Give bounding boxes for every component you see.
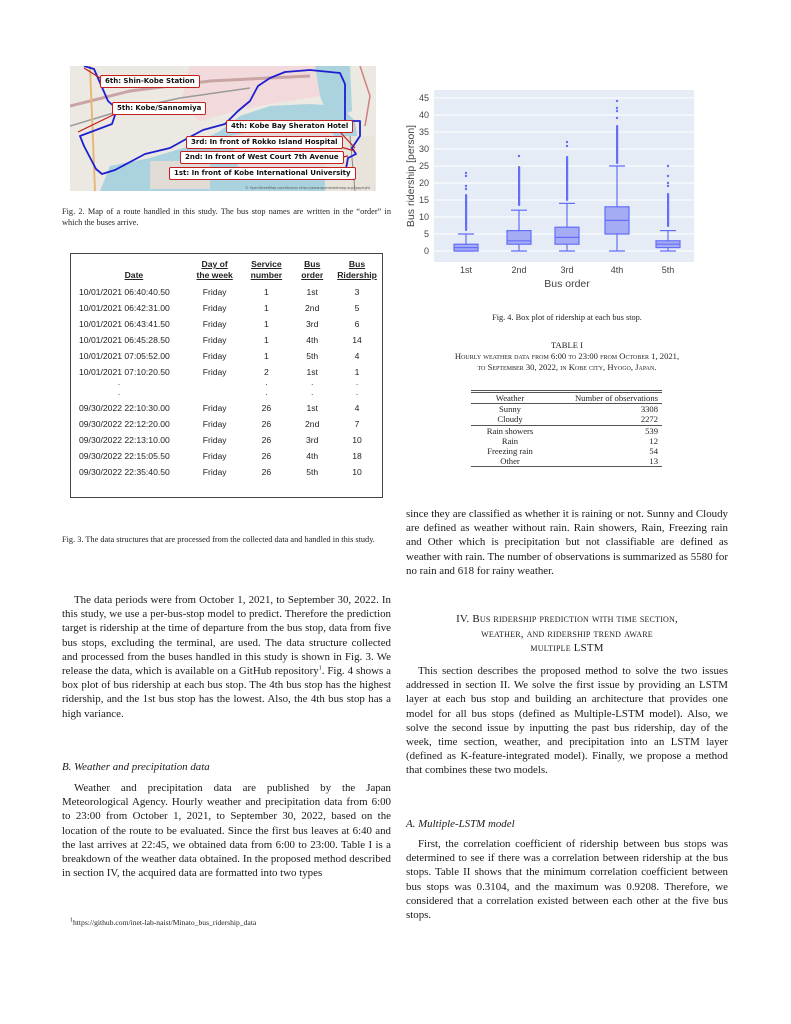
svg-text:3rd: 3rd [560, 265, 574, 275]
table1-title [406, 340, 728, 373]
y-tick-labels [419, 93, 429, 256]
col-header-date: Date [124, 270, 144, 280]
body-paragraph-section-iv: This section describes the proposed method to solve the two issues addressed in section II. We solve the first issue by providing an LSTM layer at each bus stop and building an architecture that provides one model for all bus stops (defined as Multiple-LSTM model). Also, we solve the second issue by inputting the past bus ridership, day of the week, time section, weather, and precipitation into an LSTM layer (defined as K-feature-integrated model). Finally, we propose a method that combines these two models. [406, 665, 728, 777]
svg-text:25: 25 [418, 161, 429, 171]
table-row: 09/30/2022 22:13:10.00 Friday 26 3rd 10 [79, 435, 362, 445]
svg-text:5: 5 [423, 229, 429, 239]
svg-text:40: 40 [418, 110, 429, 120]
x-tick-labels [460, 265, 674, 275]
subsection-heading-b: B. Weather and precipitation data [62, 761, 210, 773]
svg-text:20: 20 [418, 178, 429, 188]
svg-text:45: 45 [418, 93, 429, 103]
body-paragraph-weather: Weather and precipitation data are published by the Japan Meteorological Agency. Hourly weather and precipitation data from 6:00 to 23:00 from October 1, 2021, to September 30, 2022, based on the location of the route to be evaluated. Since the first bus leaves at 6:40 and the last arrives at 22:45, we obtained data from 6:00 to 23:00. Table I is a breakdown of the weather data obtained. In the proposed method described in section IV, the acquired data are formatted into two types [62, 782, 391, 880]
svg-text:35: 35 [418, 127, 429, 137]
map-label-stop-3: 3rd: In front of Rokko Island Hospital [186, 136, 343, 149]
svg-text:15: 15 [418, 195, 429, 205]
ridership-box-plot [404, 88, 700, 293]
fig2-caption: Fig. 2. Map of a route handled in this study. The bus stop names are written in the “order” in which the buses arrive. [62, 207, 391, 227]
table1-title-line1: Hourly weather data from 6:00 to 23:00 from October 1, 2021, [454, 351, 680, 361]
x-axis-label: Bus order [544, 278, 590, 290]
svg-text:30: 30 [418, 144, 429, 154]
col-header-service: Service number [250, 259, 283, 280]
map-label-stop-1: 1st: In front of Kobe International University [169, 167, 356, 180]
footnote-url[interactable]: https://github.com/inet-lab-naist/Minato_bus_ridership_data [73, 918, 257, 927]
data-structure-figure [70, 253, 383, 498]
table-row: Other 13 [471, 456, 662, 467]
table-row: Rain 12 [501, 435, 658, 446]
svg-text:1st: 1st [459, 265, 473, 275]
table-row: 10/01/2021 06:40:40.50 Friday 1 1st 3 [79, 287, 360, 297]
map-label-stop-4: 4th: Kobe Bay Sheraton Hotel [226, 120, 353, 133]
table-row: 10/01/2021 06:43:41.50 Friday 1 3rd 6 [79, 319, 360, 329]
y-axis-label: Bus ridership [person] [405, 124, 417, 228]
table-header-row [471, 392, 662, 404]
fig4-caption: Fig. 4. Box plot of ridership at each bus stop. [492, 313, 642, 322]
table-row: Freezing rain 54 [487, 446, 658, 457]
table-row: 10/01/2021 06:45:28.50 Friday 1 4th 14 [79, 335, 362, 345]
fig3-caption: Fig. 3. The data structures that are processed from the collected data and handled in this study. [62, 535, 375, 544]
section-heading-iv: IV. Bus ridership prediction with time section, weather, and ridership trend aware multiple LSTM [456, 613, 678, 654]
subsection-heading-a: A. Multiple-LSTM model [406, 818, 515, 830]
table-row: 09/30/2022 22:12:20.00 Friday 26 2nd 7 [79, 419, 360, 429]
map-label-stop-5: 5th: Kobe/Sannomiya [112, 102, 206, 115]
data-structure-table [79, 259, 382, 480]
svg-text:4th: 4th [610, 265, 624, 275]
svg-text:0: 0 [423, 246, 429, 256]
table1-title-line2: to September 30, 2022, in Kobe city, Hyogo, Japan. [477, 362, 657, 372]
col-header-weather: Weather [495, 393, 525, 403]
ellipsis-row: · · · · [117, 380, 359, 389]
table-row: Sunny 3308 [499, 404, 658, 415]
table-row: 10/01/2021 07:10:20.50 Friday 2 1st 1 [79, 367, 360, 377]
map-credit: © OpenStreetMap contributors https://www.openstreetmap.org/copyright [245, 186, 370, 190]
route-map-figure [70, 66, 376, 191]
body-paragraph-weather-continued: since they are classified as whether it is raining or not. Sunny and Cloudy are defined as weather without rain. Rain showers, Rain, Freezing rain and Other which is precipitation but not classifiable are defined as weather with rain. The number of observations is summarized as 5580 for no rain and 618 for rainy weather. [406, 508, 728, 577]
svg-text:2nd: 2nd [511, 265, 527, 275]
table1-label: TABLE I [550, 340, 583, 350]
footnote: $^1$https://github.com/inet-lab-naist/Minato_bus_ridership_data [70, 917, 257, 927]
table-row: 09/30/2022 22:15:05.50 Friday 26 4th 18 [79, 451, 362, 461]
body-paragraph-multiple-lstm: First, the correlation coefficient of ridership between bus stops was determined to see if there was a correlation between ridership at the bus stops. Table II shows that the minimum correlation coefficient between bus stops was 0.3104, and the maximum was 0.9208. Therefore, we considered that a correlation existed between each other at the five bus stops. [406, 838, 728, 922]
map-label-stop-2: 2nd: In front of West Court 7th Avenue [180, 151, 344, 164]
box-plot-svg [404, 88, 700, 293]
col-header-ridership: Bus Ridership [337, 259, 377, 280]
table-row: Rain showers 539 [486, 425, 658, 436]
table-row: 09/30/2022 22:10:30.00 Friday 26 1st 4 [79, 403, 360, 413]
body-paragraph-data-periods: The data periods were from October 1, 2021, to September 30, 2022. In this study, we use a per-bus-stop model to predict. Therefore the prediction target is ridership at the time of departure from the bus stop, data from five bus stops, excluding the terminal, are used. The data structure collected and processed from the buses handled in this study is shown in Fig. 3. We release the data, which is available on a GitHub repository$^1$. Fig. 4 shows a box plot of bus ridership at each bus stop. The 4th bus stop has the highest ridership, and the 1st bus stop has the lowest. Also, the 4th bus stop has a high variance. [62, 594, 391, 720]
col-header-bus-order: Bus order [301, 259, 324, 280]
table-row: 10/01/2021 07:05:52.00 Friday 1 5th 4 [79, 351, 360, 361]
svg-text:10: 10 [418, 212, 429, 222]
table-row: 10/01/2021 06:42:31.00 Friday 1 2nd 5 [79, 303, 360, 313]
weather-table [471, 390, 662, 467]
table-row: 09/30/2022 22:35:40.50 Friday 26 5th 10 [79, 467, 362, 477]
map-label-stop-6: 6th: Shin-Kobe Station [100, 75, 200, 88]
col-header-observations: Number of observations [574, 393, 658, 403]
table-row: Cloudy 2272 [471, 414, 662, 425]
col-header-day: Day of the week [196, 259, 233, 280]
svg-text:5th: 5th [661, 265, 675, 275]
ellipsis-row: · · · · [117, 390, 359, 399]
